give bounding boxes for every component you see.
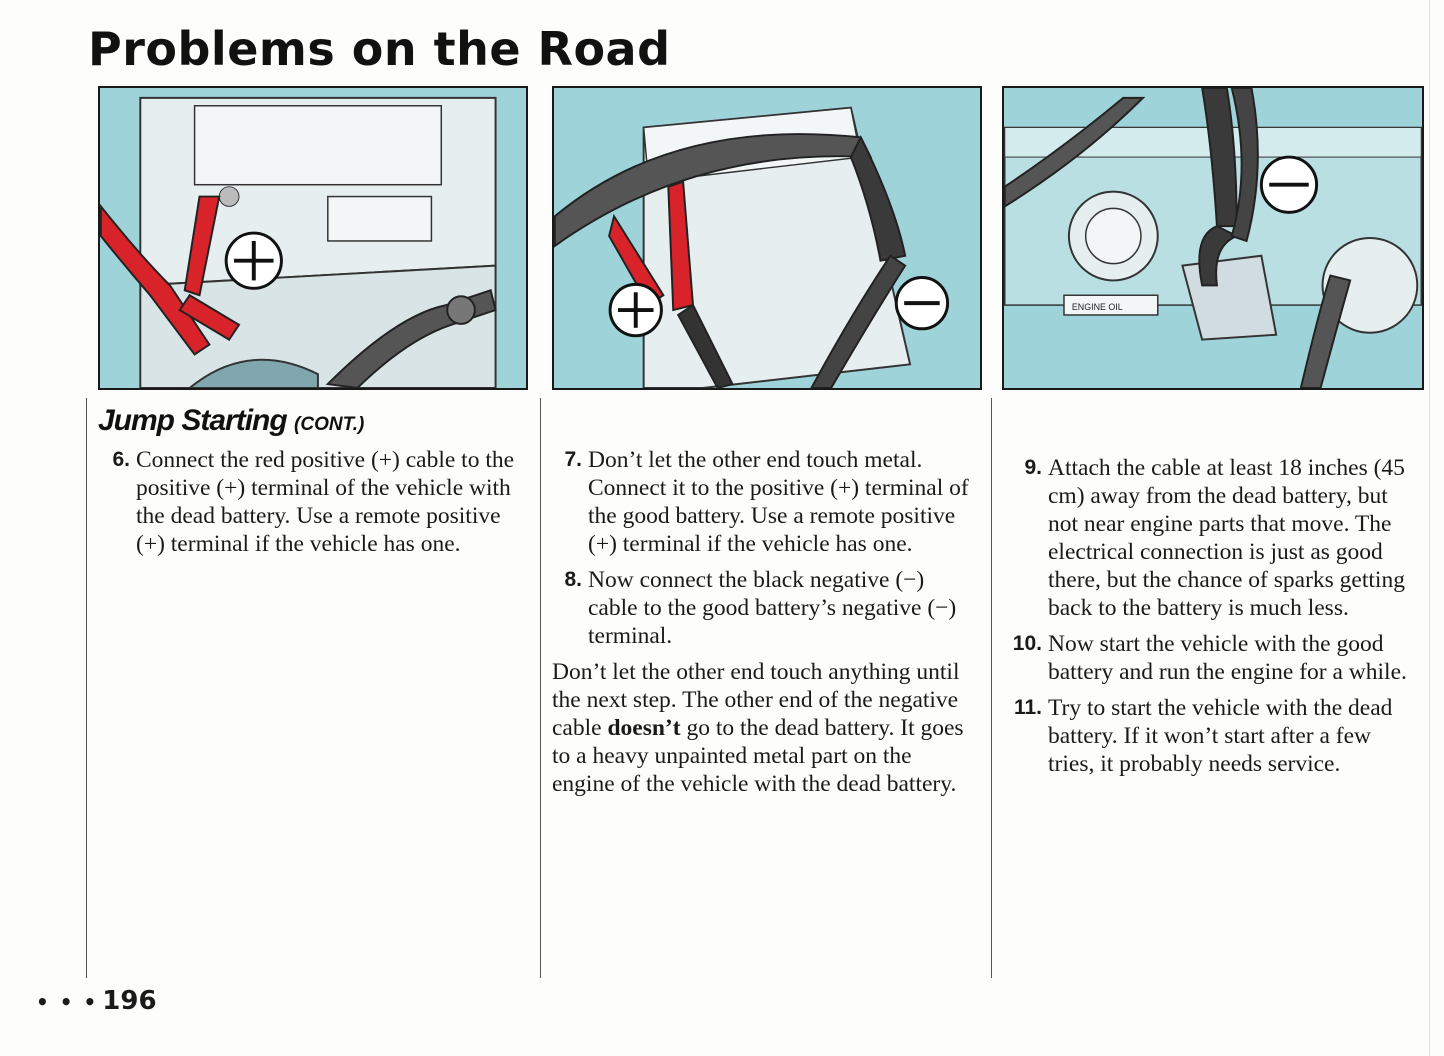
plus-symbol-icon [226, 233, 281, 288]
step-text: Try to start the vehicle with the dead battery. If it won’t start after a few tries, it probably needs service. [1048, 695, 1393, 777]
step-text: Now connect the black negative (−) cable to the good battery’s negative (−) terminal. [588, 567, 957, 649]
battery-positive-illustration [100, 88, 526, 388]
step-9 [1004, 454, 1416, 622]
para-text-after: go to the dead battery. It goes to a heavy unpainted metal part on the engine of the vehicle with the dead battery. [552, 715, 964, 797]
page-title: Problems on the Road [88, 22, 671, 76]
step-number: 6. [112, 448, 130, 471]
section-heading-cont: (CONT.) [294, 414, 365, 435]
column-rule-2 [540, 398, 541, 978]
step-number: 8. [564, 568, 582, 591]
step-10 [1004, 630, 1416, 686]
step-8 [552, 566, 972, 650]
column-rule-3 [991, 398, 992, 978]
minus-symbol-icon [1261, 157, 1316, 212]
column-2 [552, 446, 972, 798]
step-text: Now start the vehicle with the good battery and run the engine for a while. [1048, 631, 1407, 685]
page-number-dots: • • • [36, 990, 99, 1014]
para-emphasis: doesn’t [607, 715, 681, 741]
step-text: Attach the cable at least 18 inches (45 cm) away from the dead battery, but not near engine parts that move. The electrical connection is just as good there, but the chance of sparks getting back to the battery is much less. [1048, 455, 1405, 621]
section-heading-text: Jump Starting [98, 404, 287, 437]
section-heading [98, 404, 364, 438]
warning-paragraph [552, 658, 972, 798]
step-text: Connect the red positive (+) cable to the positive (+) terminal of the vehicle with the dead battery. Use a remote positive (+) terminal if the vehicle has one. [136, 447, 515, 557]
step-7 [552, 446, 972, 558]
figure-dead-battery-positive [98, 86, 528, 390]
page-number [36, 986, 157, 1016]
step-number: 7. [564, 448, 582, 471]
page-number-value: 196 [102, 986, 157, 1016]
step-11 [1004, 694, 1416, 778]
step-number: 11. [1013, 696, 1042, 719]
para-text-before: Don’t let the other end touch anything until the next step. The other end of the negative cable [552, 659, 960, 741]
step-6 [100, 446, 525, 558]
battery-good-illustration [554, 88, 980, 388]
column-1 [100, 446, 525, 566]
plus-symbol-icon [610, 284, 661, 335]
figure-good-battery-terminals [552, 86, 982, 390]
page-edge-rule [1429, 0, 1430, 1056]
column-rule-1 [86, 398, 87, 978]
minus-symbol-icon [896, 277, 947, 328]
column-3 [1004, 454, 1416, 786]
step-number: 9. [1024, 456, 1042, 479]
engine-ground-illustration [1004, 88, 1422, 388]
step-number: 10. [1012, 632, 1042, 655]
figure-engine-ground-point [1002, 86, 1424, 390]
step-text: Don’t let the other end touch metal. Connect it to the positive (+) terminal of the good battery. Use a remote positive (+) terminal if the vehicle has one. [588, 447, 969, 557]
engine-oil-label: ENGINE OIL [1071, 302, 1123, 313]
